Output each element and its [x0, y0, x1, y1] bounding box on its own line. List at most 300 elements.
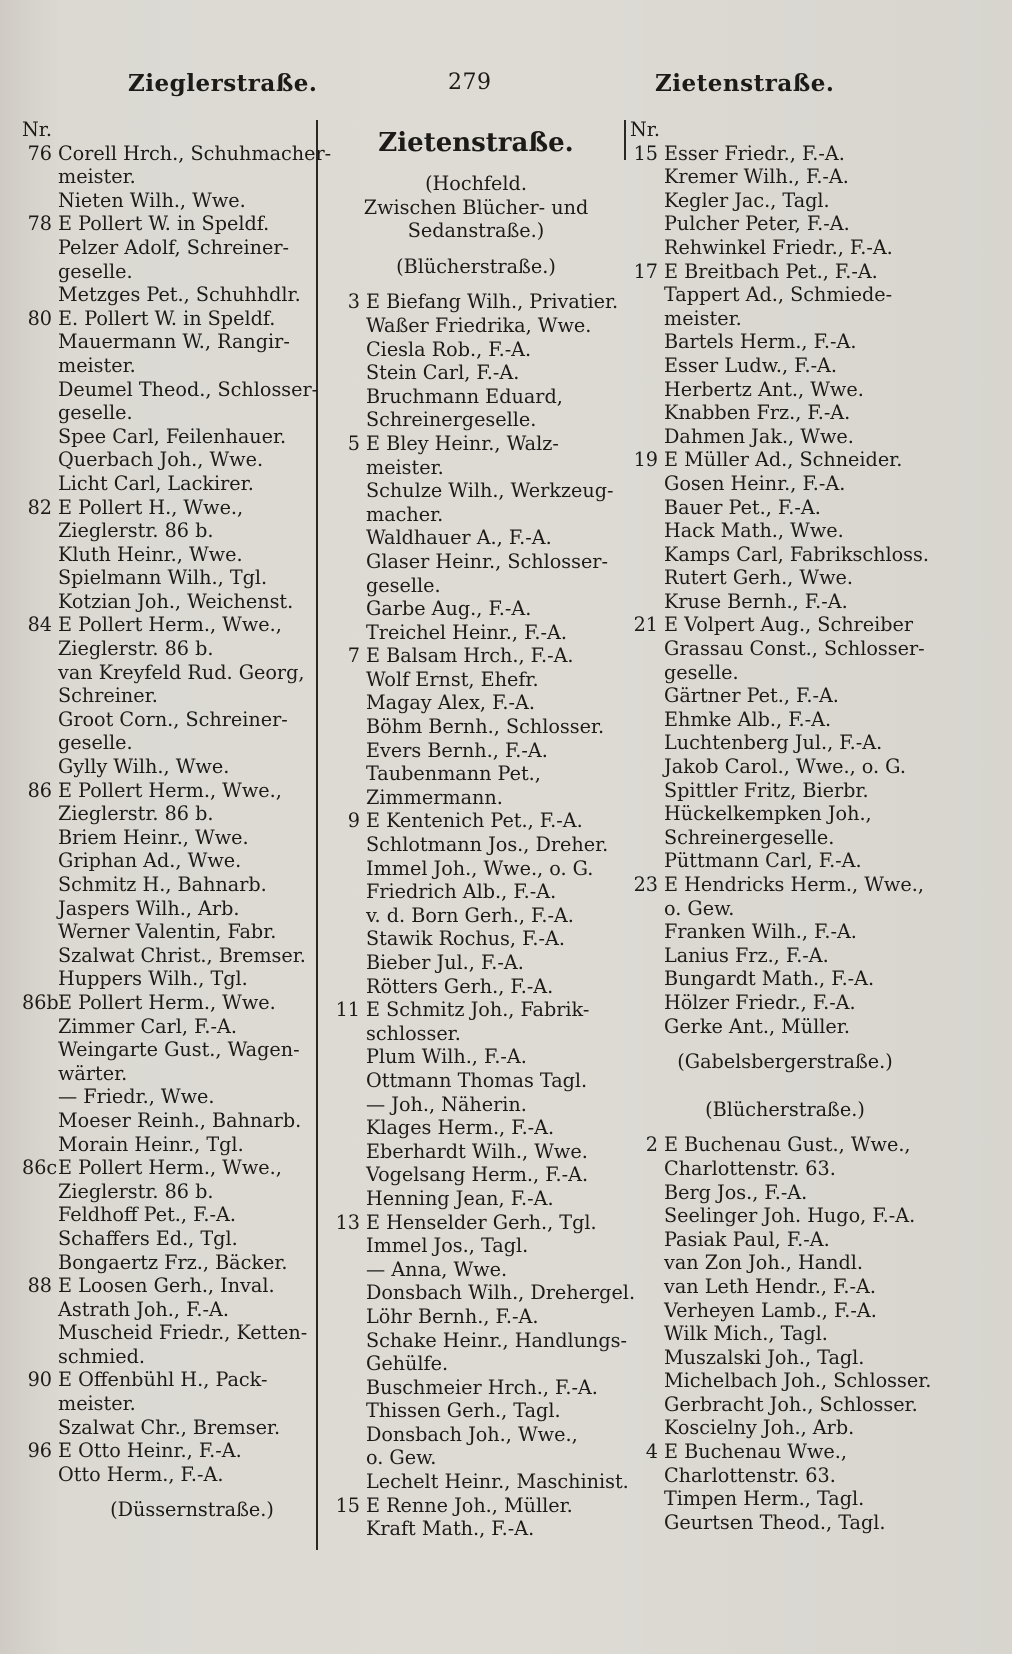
directory-line	[630, 1322, 1000, 1346]
house-number	[630, 212, 664, 236]
resident-entry: Zimmermann.	[366, 785, 503, 809]
resident-entry: Vogelsang Herm., F.-A.	[366, 1163, 589, 1187]
house-number: 13	[335, 1210, 360, 1234]
resident-entry: Immel Jos., Tagl.	[366, 1234, 529, 1258]
directory-line	[630, 637, 1000, 661]
house-number	[332, 927, 366, 951]
directory-line	[332, 975, 620, 999]
house-number	[22, 448, 58, 472]
directory-line	[630, 802, 1000, 826]
house-number	[332, 314, 366, 338]
nr-label: Nr.	[22, 118, 52, 141]
directory-line	[22, 1463, 322, 1487]
house-number	[22, 637, 58, 661]
column-2	[332, 118, 636, 1541]
house-number	[22, 330, 58, 354]
resident-entry: geselle.	[58, 731, 133, 755]
resident-entry: Rötters Gerh., F.-A.	[366, 974, 554, 998]
house-number	[630, 1393, 664, 1417]
house-number	[332, 479, 366, 503]
house-number	[22, 944, 58, 968]
directory-line	[630, 448, 1000, 472]
resident-entry: Kraft Math., F.-A.	[366, 1517, 535, 1541]
directory-line	[630, 1416, 1000, 1440]
directory-line	[22, 1156, 322, 1180]
resident-entry: E Henselder Gerh., Tgl.	[366, 1210, 597, 1234]
resident-entry: Friedrich Alb., F.-A.	[366, 880, 557, 904]
resident-entry: E Renne Joh., Müller.	[366, 1493, 573, 1517]
directory-line	[630, 378, 1000, 402]
resident-entry: Püttmann Carl, F.-A.	[664, 849, 862, 873]
resident-entry: E Pollert Herm., Wwe.,	[58, 778, 282, 802]
resident-entry: E Pollert Herm., Wwe.	[58, 990, 276, 1014]
resident-entry: Rehwinkel Friedr., F.-A.	[664, 235, 893, 259]
house-number	[22, 1015, 58, 1039]
house-number	[22, 519, 58, 543]
resident-entry: Stawik Rochus, F.-A.	[366, 927, 565, 951]
directory-line	[630, 165, 1000, 189]
directory-line	[332, 857, 620, 881]
resident-entry: Hölzer Friedr., F.-A.	[664, 990, 856, 1014]
house-number	[22, 590, 58, 614]
directory-line	[22, 967, 322, 991]
resident-entry: Muszalski Joh., Tagl.	[664, 1345, 865, 1369]
house-number	[630, 1275, 664, 1299]
directory-line	[332, 1376, 620, 1400]
directory-line	[630, 425, 1000, 449]
resident-entry: Weingarte Gust., Wagen-	[58, 1038, 300, 1062]
house-number	[22, 283, 58, 307]
resident-entry: E. Pollert W. in Speldf.	[58, 306, 276, 330]
resident-entry: E Breitbach Pet., F.-A.	[664, 259, 878, 283]
directory-line	[22, 260, 322, 284]
resident-entry: Immel Joh., Wwe., o. G.	[366, 856, 594, 880]
resident-entry: Huppers Wilh., Tgl.	[58, 967, 248, 991]
house-number	[332, 503, 366, 527]
directory-line	[22, 1085, 322, 1109]
directory-line	[630, 142, 1000, 166]
house-number: 5	[347, 431, 360, 455]
column-3-entries	[630, 142, 1000, 1039]
resident-entry: Schmitz H., Bahnarb.	[58, 873, 267, 896]
house-number	[22, 873, 58, 897]
directory-line	[630, 1346, 1000, 1370]
directory-line	[332, 1234, 620, 1258]
resident-entry: Zieglerstr. 86 b.	[58, 1179, 214, 1203]
house-number: 90	[27, 1368, 52, 1392]
house-number	[630, 1204, 664, 1228]
directory-line	[630, 1181, 1000, 1205]
resident-entry: Lechelt Heinr., Maschinist.	[366, 1470, 629, 1494]
resident-entry: Nieten Wilh., Wwe.	[58, 188, 246, 212]
resident-entry: Schake Heinr., Handlungs-	[366, 1328, 627, 1352]
house-number	[630, 189, 664, 213]
directory-line	[22, 448, 322, 472]
directory-line	[22, 1180, 322, 1204]
house-number	[630, 779, 664, 803]
house-number	[630, 472, 664, 496]
directory-line	[630, 613, 1000, 637]
directory-line	[22, 330, 322, 354]
house-number	[22, 472, 58, 496]
resident-entry: Lanius Frz., F.-A.	[664, 943, 829, 967]
house-number	[630, 1487, 664, 1511]
house-number	[332, 1352, 366, 1376]
resident-entry: meister.	[58, 353, 136, 377]
page-number: 279	[448, 70, 492, 95]
resident-entry: Gerke Ant., Müller.	[664, 1014, 850, 1038]
resident-entry: Kegler Jac., Tagl.	[664, 188, 830, 212]
house-number	[332, 408, 366, 432]
directory-line	[332, 1022, 620, 1046]
house-number	[332, 1258, 366, 1282]
house-number	[22, 661, 58, 685]
resident-entry: Berg Jos., F.-A.	[664, 1180, 808, 1204]
house-number	[630, 1464, 664, 1488]
house-number: 76	[27, 141, 52, 165]
resident-entry: Garbe Aug., F.-A.	[366, 597, 532, 621]
directory-line	[22, 212, 322, 236]
directory-line	[332, 739, 620, 763]
directory-line	[332, 1328, 627, 1353]
house-number	[630, 425, 664, 449]
resident-entry: E Pollert Herm., Wwe.,	[58, 613, 282, 637]
directory-line	[22, 1321, 322, 1345]
resident-entry: Waßer Friedrika, Wwe.	[366, 313, 592, 337]
resident-entry: Donsbach Wilh., Drehergel.	[366, 1281, 636, 1305]
house-number	[22, 708, 58, 732]
directory-line	[22, 1109, 322, 1133]
resident-entry: E Biefang Wilh., Privatier.	[366, 290, 619, 314]
house-number	[22, 401, 58, 425]
directory-line	[22, 779, 322, 803]
directory-line	[22, 1392, 322, 1416]
directory-line	[22, 543, 322, 567]
resident-entry: Schreiner.	[58, 684, 158, 708]
house-number: 86b	[22, 990, 59, 1014]
house-number	[630, 731, 664, 755]
house-number: 88	[27, 1274, 52, 1298]
resident-entry: Bungardt Math., F.-A.	[664, 967, 875, 991]
house-number	[332, 1376, 366, 1400]
resident-entry: Henning Jean, F.-A.	[366, 1186, 554, 1210]
resident-entry: Magay Alex, F.-A.	[366, 691, 535, 715]
directory-line	[630, 967, 1000, 991]
house-number	[22, 236, 58, 260]
directory-line	[630, 708, 1000, 732]
house-number	[22, 165, 58, 189]
house-number	[22, 920, 58, 944]
house-number	[630, 991, 664, 1015]
resident-entry: Zieglerstr. 86 b.	[58, 637, 214, 661]
directory-line	[332, 408, 620, 432]
house-number	[630, 378, 664, 402]
resident-entry: E Müller Ad., Schneider.	[664, 448, 903, 472]
resident-entry: o. Gew.	[366, 1446, 437, 1470]
resident-entry: Muscheid Friedr., Ketten-	[58, 1321, 308, 1345]
directory-line	[22, 897, 322, 921]
resident-entry: Charlottenstr. 63.	[664, 1463, 836, 1487]
house-number: 4	[645, 1440, 658, 1464]
resident-entry: Wolf Ernst, Ehefr.	[366, 667, 539, 691]
section-heading: (Gabelsbergerstraße.)	[677, 1050, 893, 1074]
directory-line	[332, 1305, 620, 1329]
house-number	[22, 755, 58, 779]
house-number	[630, 519, 664, 543]
resident-entry: Griphan Ad., Wwe.	[58, 849, 242, 873]
house-number	[332, 456, 366, 480]
header-left-street: Zieglerstraße.	[128, 70, 318, 97]
directory-line	[22, 708, 322, 732]
house-number: 84	[27, 613, 52, 637]
resident-entry: Moeser Reinh., Bahnarb.	[58, 1108, 302, 1132]
directory-line	[22, 613, 322, 637]
house-number	[630, 826, 664, 850]
resident-entry: Feldhoff Pet., F.-A.	[58, 1203, 236, 1227]
house-number	[630, 1228, 664, 1252]
house-number	[630, 661, 664, 685]
resident-entry: Gärtner Pet., F.-A.	[664, 684, 839, 708]
house-number	[332, 1116, 366, 1140]
resident-entry: Pelzer Adolf, Schreiner-	[58, 235, 289, 259]
house-number	[630, 1299, 664, 1323]
directory-line	[22, 1298, 322, 1322]
directory-line	[630, 1464, 1000, 1488]
resident-entry: E Kentenich Pet., F.-A.	[366, 809, 583, 833]
directory-line	[22, 1038, 322, 1062]
resident-entry: E Balsam Hrch., F.-A.	[366, 644, 574, 668]
house-number: 2	[645, 1133, 658, 1157]
resident-entry: Corell Hrch., Schuhmacher-	[58, 141, 332, 165]
directory-line	[332, 1140, 620, 1164]
house-number	[332, 574, 366, 598]
directory-line	[630, 1440, 1000, 1464]
resident-entry: Stein Carl, F.-A.	[366, 361, 520, 385]
house-number: 23	[633, 873, 658, 896]
directory-line	[22, 755, 322, 779]
house-number	[22, 189, 58, 213]
resident-entry: Jaspers Wilh., Arb.	[58, 896, 240, 920]
street-subtitle: (Hochfeld.	[425, 172, 527, 195]
house-number	[332, 715, 366, 739]
resident-entry: Evers Bernh., F.-A.	[366, 738, 548, 762]
resident-entry: Pulcher Peter, F.-A.	[664, 212, 850, 236]
house-number	[630, 1015, 664, 1039]
directory-line	[630, 1228, 1000, 1252]
resident-entry: E Offenbühl H., Pack-	[58, 1368, 268, 1392]
section-heading: (Blücherstraße.)	[705, 1097, 865, 1121]
resident-entry: Ottmann Thomas Tagl.	[366, 1068, 588, 1092]
street-title: Zietenstraße.	[378, 128, 574, 158]
directory-line	[22, 1368, 322, 1392]
house-number: 9	[347, 809, 360, 833]
resident-entry: Morain Heinr., Tgl.	[58, 1132, 244, 1156]
resident-entry: Glaser Heinr., Schlosser-	[366, 549, 608, 573]
directory-line	[332, 1258, 620, 1282]
resident-entry: macher.	[366, 502, 444, 526]
house-number	[630, 684, 664, 708]
house-number	[22, 378, 58, 402]
house-number	[332, 1069, 366, 1093]
directory-line	[332, 1281, 636, 1305]
resident-entry: Schreinergeselle.	[366, 408, 537, 432]
resident-entry: wärter.	[58, 1061, 128, 1085]
resident-entry: Bartels Herm., F.-A.	[664, 330, 857, 354]
resident-entry: Metzges Pet., Schuhhdlr.	[58, 283, 301, 307]
directory-line	[332, 715, 620, 739]
directory-line	[332, 1446, 620, 1470]
resident-entry: van Kreyfeld Rud. Georg,	[58, 660, 305, 684]
directory-line	[332, 503, 620, 527]
house-number	[332, 338, 366, 362]
directory-line	[332, 361, 620, 385]
street-subtitle: Sedanstraße.)	[407, 219, 545, 243]
directory-line	[22, 1133, 322, 1157]
house-number: 3	[347, 290, 360, 314]
directory-line	[630, 519, 1000, 543]
house-number	[332, 1234, 366, 1258]
house-number	[630, 543, 664, 567]
directory-line	[22, 1416, 322, 1440]
directory-line	[630, 1369, 1000, 1393]
house-number	[332, 739, 366, 763]
resident-entry: Plum Wilh., F.-A.	[366, 1045, 527, 1069]
directory-line	[22, 283, 322, 307]
directory-line	[332, 1352, 620, 1376]
house-number	[22, 1321, 58, 1345]
house-number	[630, 849, 664, 873]
house-number	[22, 543, 58, 567]
resident-entry: Astrath Joh., F.-A.	[58, 1297, 229, 1321]
resident-entry: Kamps Carl, Fabrikschloss.	[664, 542, 929, 566]
directory-line	[332, 1494, 620, 1518]
house-number	[22, 1227, 58, 1251]
resident-entry: Knabben Frz., F.-A.	[664, 401, 851, 425]
resident-entry: E Hendricks Herm., Wwe.,	[664, 873, 924, 896]
house-number	[630, 1369, 664, 1393]
directory-line	[630, 566, 1000, 590]
column-divider-2	[624, 120, 626, 160]
directory-line	[22, 401, 322, 425]
house-number	[332, 951, 366, 975]
directory-line	[22, 802, 322, 826]
house-number	[630, 330, 664, 354]
directory-line	[22, 165, 322, 189]
house-number	[332, 597, 366, 621]
resident-entry: Werner Valentin, Fabr.	[58, 920, 277, 944]
resident-entry: Michelbach Joh., Schlosser.	[664, 1369, 932, 1393]
house-number	[22, 1392, 58, 1416]
directory-line	[332, 762, 620, 786]
directory-line	[22, 920, 322, 944]
house-number: 21	[633, 613, 658, 637]
resident-entry: Szalwat Chr., Bremser.	[58, 1415, 281, 1439]
directory-line	[22, 1274, 322, 1298]
house-number	[630, 1251, 664, 1275]
house-number	[332, 1305, 366, 1329]
resident-entry: schmied.	[58, 1344, 146, 1368]
directory-line	[630, 1133, 1000, 1157]
house-number	[630, 307, 664, 331]
resident-entry: — Anna, Wwe.	[366, 1257, 508, 1281]
resident-entry: E Buchenau Wwe.,	[664, 1440, 847, 1464]
house-number	[332, 1163, 366, 1187]
house-number	[332, 621, 366, 645]
directory-line	[22, 1203, 322, 1227]
directory-line	[22, 378, 322, 402]
directory-line	[332, 314, 620, 338]
house-number	[630, 566, 664, 590]
resident-entry: Ciesla Rob., F.-A.	[366, 337, 532, 361]
resident-entry: Jakob Carol., Wwe., o. G.	[664, 755, 906, 779]
house-number: 15	[633, 141, 658, 165]
directory-line	[332, 290, 620, 314]
directory-line	[630, 849, 1000, 873]
house-number	[332, 786, 366, 810]
resident-entry: E Volpert Aug., Schreiber	[664, 613, 914, 637]
house-number	[22, 1463, 58, 1487]
house-number	[22, 1180, 58, 1204]
directory-line	[630, 1204, 1000, 1228]
house-number	[22, 425, 58, 449]
resident-entry: Gosen Heinr., F.-A.	[664, 471, 846, 495]
resident-entry: Gerbracht Joh., Schlosser.	[664, 1392, 918, 1416]
house-number	[22, 1203, 58, 1227]
house-number: 80	[27, 306, 52, 330]
directory-line	[332, 1069, 620, 1093]
house-number	[332, 1187, 366, 1211]
directory-line	[630, 873, 1000, 897]
directory-line	[332, 1093, 620, 1117]
resident-entry: Hückelkempken Joh.,	[664, 802, 872, 826]
directory-line	[22, 873, 322, 897]
directory-line	[630, 1487, 1000, 1511]
resident-entry: Donsbach Joh., Wwe.,	[366, 1422, 578, 1446]
directory-line	[630, 236, 1000, 260]
resident-entry: Schulze Wilh., Werkzeug-	[366, 479, 614, 503]
house-number	[630, 708, 664, 732]
house-number	[22, 826, 58, 850]
resident-entry: Klages Herm., F.-A.	[366, 1116, 555, 1140]
house-number: 7	[347, 644, 360, 668]
resident-entry: van Leth Hendr., F.-A.	[664, 1274, 876, 1298]
house-number	[332, 1517, 366, 1541]
resident-entry: Eberhardt Wilh., Wwe.	[366, 1139, 588, 1163]
house-number	[630, 1157, 664, 1181]
directory-line	[630, 189, 1000, 213]
resident-entry: Bauer Pet., F.-A.	[664, 495, 821, 519]
directory-line	[630, 401, 1000, 425]
resident-entry: E Otto Heinr., F.-A.	[58, 1439, 242, 1463]
house-number	[22, 684, 58, 708]
resident-entry: — Friedr., Wwe.	[58, 1085, 215, 1109]
house-number: 15	[335, 1493, 360, 1517]
house-number	[630, 283, 664, 307]
house-number	[630, 496, 664, 520]
resident-entry: Löhr Bernh., F.-A.	[366, 1304, 539, 1328]
house-number	[332, 550, 366, 574]
directory-line	[22, 991, 322, 1015]
resident-entry: Kruse Bernh., F.-A.	[664, 589, 848, 613]
directory-line	[332, 644, 620, 668]
column-1	[22, 118, 332, 1522]
column-3	[630, 118, 1000, 1534]
resident-entry: Taubenmann Pet.,	[366, 762, 541, 786]
resident-entry: E Pollert W. in Speldf.	[58, 212, 270, 236]
house-number	[22, 897, 58, 921]
column-1-entries	[22, 141, 332, 1487]
resident-entry: geselle.	[664, 660, 739, 684]
